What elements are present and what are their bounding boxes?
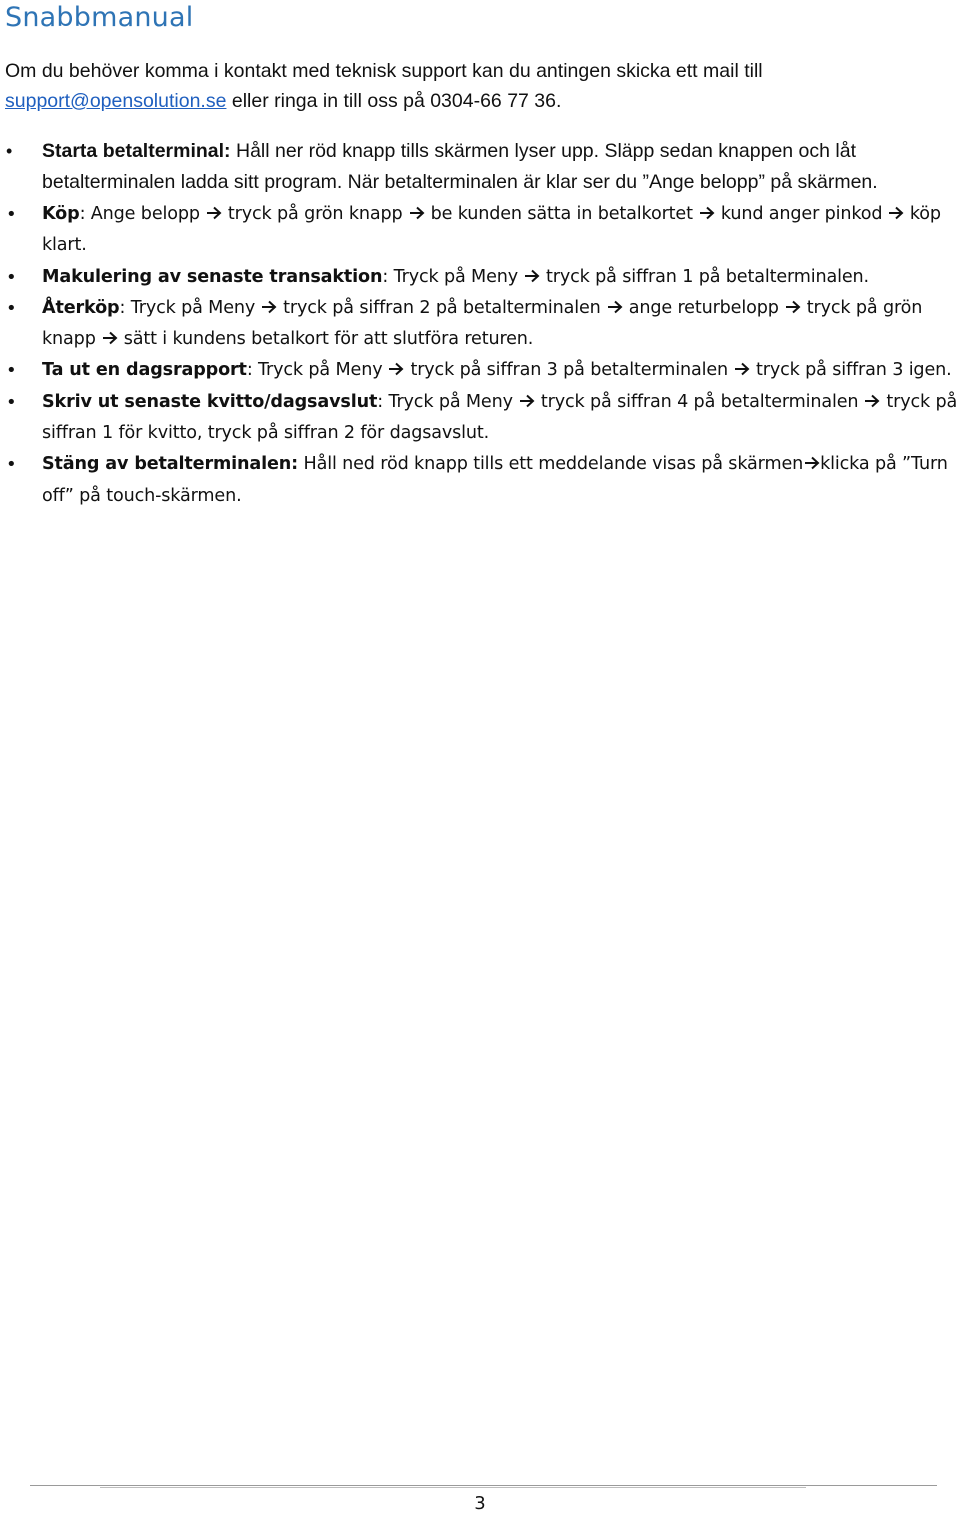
page-number: 3 bbox=[474, 1493, 486, 1514]
intro-text: Om du behöver komma i kontakt med teknisk support kan du antingen skicka ett mail till bbox=[5, 60, 763, 82]
list-item-aterkop bbox=[0, 293, 960, 356]
step-text: klicka på ”Turn off” på touch-skärmen. bbox=[42, 454, 948, 506]
step-text: be kunden sätta in betalkortet bbox=[430, 204, 693, 224]
right-arrow-icon bbox=[785, 300, 801, 314]
step-label: Stäng av betalterminalen: bbox=[42, 454, 299, 475]
step-text: : Tryck på Meny bbox=[377, 391, 513, 412]
step-label: Köp bbox=[42, 204, 80, 224]
step-text: tryck på siffran 3 på betalterminalen bbox=[410, 360, 729, 381]
right-arrow-icon bbox=[102, 331, 118, 345]
step-label: Starta betalterminal: bbox=[42, 140, 231, 162]
bullet: • bbox=[6, 204, 17, 225]
step-text: : Tryck på Meny bbox=[382, 266, 519, 287]
intro-phone-text: eller ringa in till oss på 0304-66 77 36. bbox=[226, 90, 562, 112]
list-item-start-terminal bbox=[0, 136, 960, 198]
page-title: Snabbmanual bbox=[5, 2, 194, 33]
step-text: Håll ned röd knapp tills ett meddelande visas på skärmen bbox=[298, 454, 804, 475]
step-text: tryck på siffran 1 på betalterminalen. bbox=[546, 266, 870, 287]
step-label: Återköp bbox=[42, 297, 120, 318]
right-arrow-icon bbox=[409, 206, 425, 220]
bullet: • bbox=[6, 360, 17, 382]
step-label: Makulering av senaste transaktion bbox=[42, 266, 383, 287]
right-arrow-icon bbox=[734, 362, 750, 376]
right-arrow-icon bbox=[888, 206, 904, 220]
step-text: tryck på siffran 2 på betalterminalen bbox=[283, 297, 601, 318]
step-text: sätt i kundens betalkort för att slutföra returen. bbox=[123, 329, 534, 350]
bullet: • bbox=[6, 297, 17, 319]
step-text: tryck på siffran 1 för kvitto, tryck på siffran 2 för dagsavslut. bbox=[42, 391, 958, 444]
bullet: • bbox=[6, 391, 17, 413]
step-text: : Ange belopp bbox=[79, 204, 200, 224]
right-arrow-icon bbox=[206, 206, 222, 220]
instruction-list bbox=[0, 136, 960, 512]
right-arrow-icon bbox=[261, 300, 277, 314]
right-arrow-icon bbox=[864, 394, 880, 408]
list-item-kop bbox=[0, 199, 960, 262]
step-text: tryck på siffran 4 på betalterminalen bbox=[540, 391, 859, 412]
footer-divider bbox=[100, 1487, 806, 1488]
list-item-kvitto bbox=[0, 387, 960, 450]
step-text: kund anger pinkod bbox=[720, 204, 883, 224]
right-arrow-icon bbox=[804, 456, 820, 470]
step-text: : Tryck på Meny bbox=[246, 360, 383, 381]
bullet: • bbox=[6, 141, 13, 161]
list-item-stang-av bbox=[0, 449, 960, 512]
step-label: Skriv ut senaste kvitto/dagsavslut bbox=[42, 391, 378, 412]
list-item-makulering bbox=[0, 262, 960, 293]
right-arrow-icon bbox=[699, 206, 715, 220]
step-label: Ta ut en dagsrapport bbox=[42, 360, 247, 381]
list-item-dagsrapport bbox=[0, 355, 960, 386]
right-arrow-icon bbox=[524, 269, 540, 283]
bullet: • bbox=[6, 454, 17, 476]
right-arrow-icon bbox=[388, 362, 404, 376]
step-text: : Tryck på Meny bbox=[119, 297, 256, 318]
step-text: tryck på grön knapp bbox=[42, 297, 923, 350]
right-arrow-icon bbox=[607, 300, 623, 314]
right-arrow-icon bbox=[519, 394, 535, 408]
step-text: tryck på grön knapp bbox=[227, 204, 403, 224]
bullet: • bbox=[6, 266, 17, 288]
step-text: Håll ner röd knapp tills skärmen lyser upp. Släpp sedan knappen och låt betalterminalen ladda sitt program. När betalterminalen är klar ser du ”Ange belopp” på skärmen. bbox=[42, 140, 878, 193]
support-email-link[interactable]: support@opensolution.se bbox=[5, 90, 227, 112]
support-intro bbox=[5, 56, 935, 116]
footer-divider bbox=[30, 1485, 937, 1486]
step-text: tryck på siffran 3 igen. bbox=[756, 360, 952, 381]
step-text: köp klart. bbox=[42, 204, 941, 256]
step-text: ange returbelopp bbox=[628, 297, 779, 318]
